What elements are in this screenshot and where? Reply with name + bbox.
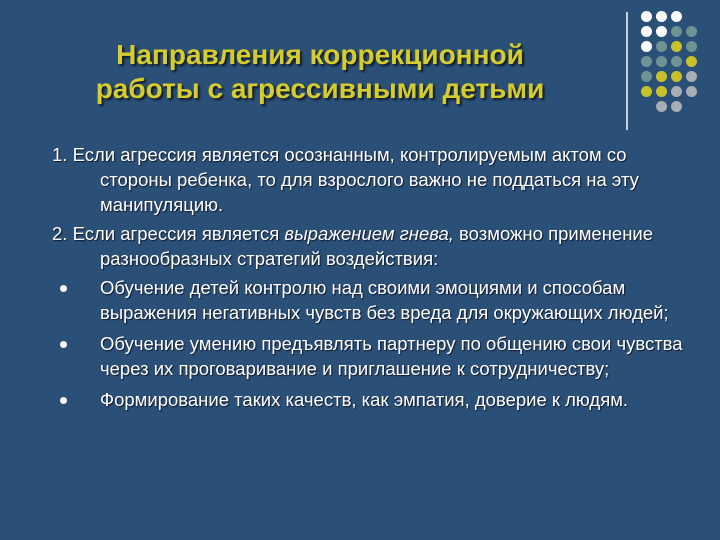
paragraph-2 (52, 221, 692, 271)
decorative-dot-grid (641, 11, 711, 121)
decorative-dot (671, 86, 682, 97)
decorative-dot (656, 86, 667, 97)
decorative-dot (641, 56, 652, 67)
decorative-dot (656, 56, 667, 67)
bullet-item (52, 331, 692, 381)
decorative-dot (686, 71, 697, 82)
decorative-dot (686, 86, 697, 97)
decorative-dot (671, 11, 682, 22)
bullet-item (52, 387, 692, 412)
decorative-dot (671, 56, 682, 67)
decorative-dot (671, 71, 682, 82)
decorative-dot (641, 11, 652, 22)
decorative-dot (656, 26, 667, 37)
decorative-dot (671, 41, 682, 52)
bullet-text: Формирование таких качеств, как эмпатия, доверие к людям. (100, 389, 629, 410)
bullet-icon (60, 341, 67, 348)
decorative-dot (686, 41, 697, 52)
decorative-dot (656, 41, 667, 52)
bullet-icon (60, 285, 67, 292)
paragraph-2-end: возможно применение разнообразных стратегий воздействия: (100, 223, 654, 269)
paragraph-2-start: 2. Если агрессия является (52, 223, 285, 244)
slide-body (52, 142, 692, 418)
bullet-icon (60, 397, 67, 404)
paragraph-1: 1. Если агрессия является осознанным, контролируемым актом со стороны ребенка, то для взрослого важно не поддаться на эту манипуляцию. (52, 144, 639, 215)
decorative-dot (641, 71, 652, 82)
bullet-item (52, 275, 692, 325)
decorative-divider (626, 12, 628, 130)
bullet-text: Обучение детей контролю над своими эмоциями и способам выражения негативных чувств без вреда для окружающих людей; (100, 277, 669, 323)
slide-title-line-1: Направления коррекционной (116, 39, 524, 70)
decorative-dot (656, 71, 667, 82)
slide-title-line-2: работы с агрессивными детьми (95, 73, 545, 104)
paragraph-2-emphasis: выражением гнева, (284, 223, 454, 244)
bullet-text: Обучение умению предъявлять партнеру по общению свои чувства через их проговаривание и приглашение к сотрудничеству; (100, 333, 683, 379)
decorative-dot (686, 56, 697, 67)
decorative-dot (641, 41, 652, 52)
decorative-dot (656, 101, 667, 112)
decorative-dot (686, 26, 697, 37)
decorative-dot (641, 26, 652, 37)
decorative-dot (641, 86, 652, 97)
slide-title (40, 38, 600, 106)
decorative-dot (656, 11, 667, 22)
decorative-dot (671, 101, 682, 112)
decorative-dot (671, 26, 682, 37)
